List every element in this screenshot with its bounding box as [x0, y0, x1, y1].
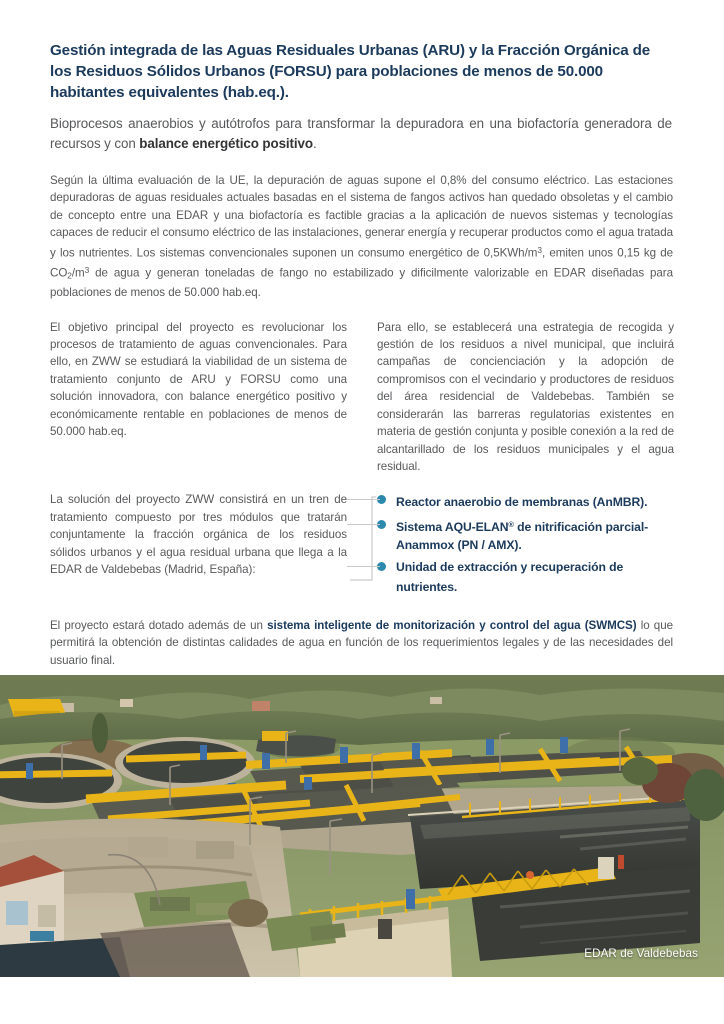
- body-text-part2: , emiten unos 0,15 kg de CO: [50, 246, 673, 280]
- modules-list: [377, 489, 674, 600]
- module-label: [396, 491, 647, 511]
- lead-paragraph: [50, 114, 672, 154]
- closing-paragraph: [50, 617, 673, 669]
- column-right: [377, 319, 674, 476]
- module-text-before: Reactor anaerobio de membranas (AnMBR).: [396, 495, 648, 510]
- lead-text-part2: .: [312, 136, 317, 151]
- page-title: Gestión integrada de las Aguas Residuales Urbanas (ARU) y la Fracción Orgánica de los Residuos Sólidos Urbanos (FORSU) para poblaciones de menos de 50.000 habitantes equivalentes (hab.eq.).: [50, 42, 651, 101]
- lead-text-part1: Bioprocesos anaerobios y autótrofos para transformar la depuradora en una biofactoría generadora de recursos y con: [50, 116, 672, 151]
- wastewater-plant-photo: [0, 675, 724, 977]
- connector-branch-line: [347, 499, 380, 500]
- body-paragraph: [50, 172, 673, 302]
- two-column-section: [50, 319, 674, 476]
- subscript-co2: 2: [67, 269, 72, 280]
- superscript-cubic-2: 3: [84, 264, 90, 275]
- lead-bold-phrase: balance energético positivo: [139, 136, 313, 151]
- list-item: [377, 491, 674, 511]
- photo-caption: EDAR de Valdebebas: [584, 947, 698, 960]
- registered-mark-icon: ®: [508, 520, 514, 530]
- text-content-area: [50, 40, 674, 669]
- closing-bold-phrase: sistema inteligente de monitorización y control del agua (SWMCS): [267, 618, 637, 632]
- module-text-before: Unidad de extracción y recuperación de nutrientes.: [396, 559, 624, 594]
- solution-modules-section: [50, 489, 674, 600]
- module-text-before: Sistema AQU-ELAN: [396, 520, 509, 535]
- body-text-part4: de agua y generan toneladas de fango no estabilizado y dificilmente valorizable en EDAR diseñadas para poblaciones de menos de 50.000 hab.eq.: [50, 266, 673, 300]
- closing-text-part1: El proyecto estará dotado además de un: [50, 618, 268, 632]
- bracket-connector: [347, 489, 377, 600]
- module-label: [396, 516, 674, 553]
- superscript-cubic-1: 3: [537, 244, 542, 255]
- body-text-part3: /m: [71, 266, 85, 280]
- module-text-after: de nitrificación parcial-Anammox (PN / AMX).: [396, 520, 649, 552]
- solution-intro-text: La solución del proyecto ZWW consistirá en un tren de tratamiento compuesto por tres módulos que tratarán conjuntamente la fracción orgánica de los residuos sólidos urbanos y el agua residual urbana que llega a la EDAR de Valdebebas (Madrid, España):: [50, 493, 347, 576]
- connector-branch-line: [347, 566, 380, 567]
- column-left: [50, 319, 347, 476]
- column-right-text: Para ello, se establecerá una estrategia de recogida y gestión de los residuos a nivel municipal, que incluirá campañas de concienciación y la adopción de compromisos con el vecindario y productores de residuos del área residencial de Valdebebas. También se considerarán las barreras regulatorias existentes en materia de gestión conjunta y posible conexión a la red de alcantarillado de los residuos municipales y el agua residual.: [377, 320, 674, 473]
- module-label: [396, 559, 674, 596]
- closing-text-part2: lo que permitirá la obtención de distintas calidades de agua en función de los requerimientos legales y de las necesidades del usuario final.: [50, 618, 673, 667]
- connector-branch-line: [347, 524, 380, 525]
- body-text-part1: Según la última evaluación de la UE, la depuración de aguas supone el 0,8% del consumo eléctrico. Las estaciones depuradoras de aguas residuales actuales basadas en el sistema de fangos activos han quedado obsoletas y el cambio de concepto entre una EDAR y una biofactoría es factible gracias a la aplicación de nuevos sistemas y tecnologías capaces de reducir el consumo eléctrico de las instalaciones, generar energía y recuperar productos como el agua tratada y los nutrientes. Los sistemas convencionales suponen un consumo energético de 0,5KWh/m: [50, 174, 673, 260]
- list-item: [377, 559, 674, 596]
- list-item: [377, 516, 674, 553]
- column-left-text: El objetivo principal del proyecto es revolucionar los procesos de tratamiento de aguas convencionales. Para ello, en ZWW se estudiará la viabilidad de un sistema de tratamiento conjunto de ARU y FORSU como una solución innovadora, con balance energético positivo y económicamente rentable en poblaciones de menos de 50.000 hab.eq.: [50, 320, 347, 439]
